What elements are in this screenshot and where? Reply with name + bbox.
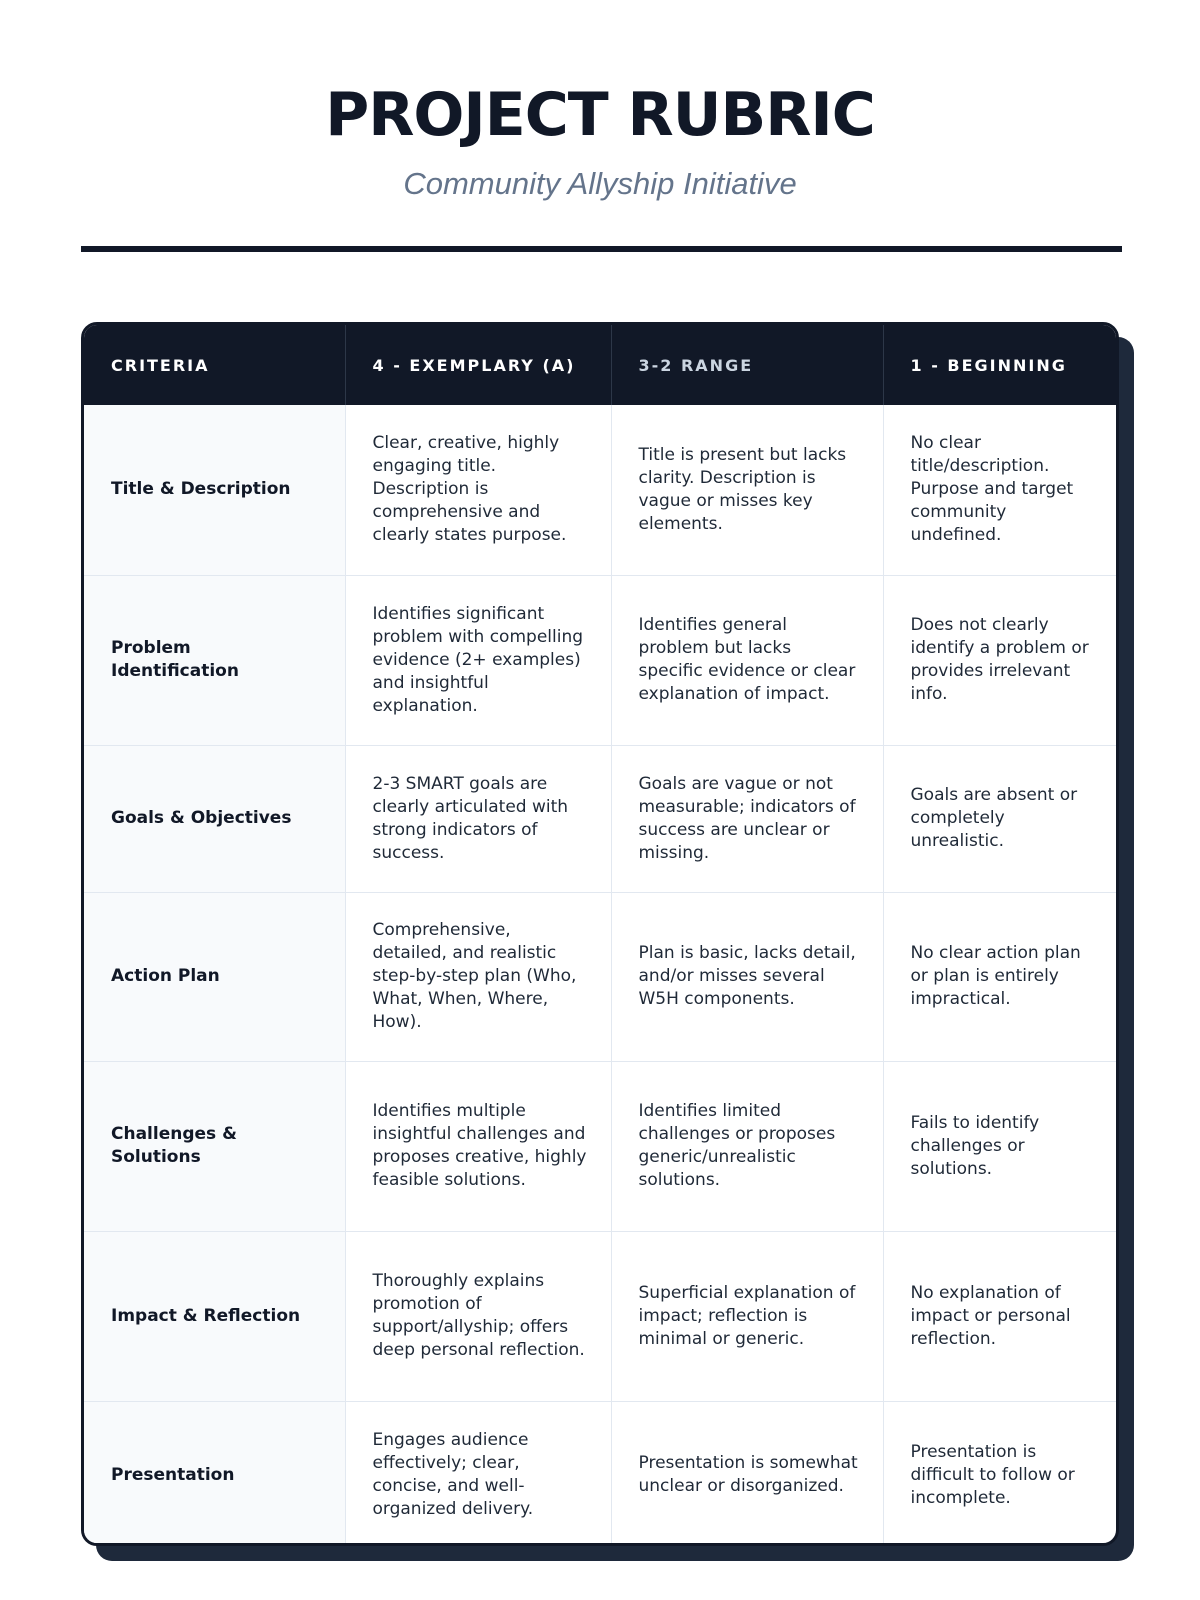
range-cell: Title is present but lacks clarity. Description is vague or misses key elements.	[611, 405, 883, 575]
table-row	[84, 405, 1116, 575]
criteria-cell: Impact & Reflection	[84, 1231, 345, 1401]
range-cell: Presentation is somewhat unclear or disorganized.	[611, 1401, 883, 1546]
table-header	[84, 325, 1116, 405]
beginning-cell: Does not clearly identify a problem or provides irrelevant info.	[883, 575, 1116, 745]
table-row	[84, 892, 1116, 1061]
range-cell: Plan is basic, lacks detail, and/or misses several W5H components.	[611, 892, 883, 1061]
criteria-cell: Action Plan	[84, 892, 345, 1061]
column-header-criteria: CRITERIA	[84, 325, 345, 405]
table-row	[84, 1401, 1116, 1546]
beginning-cell: No clear title/description. Purpose and target community undefined.	[883, 405, 1116, 575]
page-title: PROJECT RUBRIC	[325, 80, 875, 150]
table-body	[84, 405, 1116, 1546]
table-row	[84, 745, 1116, 892]
beginning-cell: No explanation of impact or personal reflection.	[883, 1231, 1116, 1401]
range-cell: Identifies limited challenges or proposes generic/unrealistic solutions.	[611, 1061, 883, 1231]
criteria-cell: Presentation	[84, 1401, 345, 1546]
range-cell: Superficial explanation of impact; reflection is minimal or generic.	[611, 1231, 883, 1401]
column-header-exemplary: 4 - EXEMPLARY (A)	[345, 325, 611, 405]
beginning-cell: Goals are absent or completely unrealistic.	[883, 745, 1116, 892]
exemplary-cell: Identifies multiple insightful challenges and proposes creative, highly feasible solutions.	[345, 1061, 611, 1231]
exemplary-cell: Comprehensive, detailed, and realistic step-by-step plan (Who, What, When, Where, How).	[345, 892, 611, 1061]
table-row	[84, 1231, 1116, 1401]
beginning-cell: Fails to identify challenges or solutions.	[883, 1061, 1116, 1231]
column-header-beginning: 1 - BEGINNING	[883, 325, 1116, 405]
beginning-cell: No clear action plan or plan is entirely impractical.	[883, 892, 1116, 1061]
rubric-table	[84, 325, 1116, 1546]
rubric-table-container	[81, 322, 1119, 1546]
header-divider	[81, 246, 1122, 252]
criteria-cell: Goals & Objectives	[84, 745, 345, 892]
criteria-cell: Problem Identification	[84, 575, 345, 745]
criteria-cell: Challenges & Solutions	[84, 1061, 345, 1231]
exemplary-cell: Thoroughly explains promotion of support/allyship; offers deep personal reflection.	[345, 1231, 611, 1401]
exemplary-cell: Clear, creative, highly engaging title. Description is comprehensive and clearly states purpose.	[345, 405, 611, 575]
range-cell: Goals are vague or not measurable; indicators of success are unclear or missing.	[611, 745, 883, 892]
criteria-cell: Title & Description	[84, 405, 345, 575]
range-cell: Identifies general problem but lacks specific evidence or clear explanation of impact.	[611, 575, 883, 745]
table-row	[84, 575, 1116, 745]
beginning-cell: Presentation is difficult to follow or incomplete.	[910, 1441, 1075, 1508]
column-header-range: 3-2 RANGE	[611, 325, 883, 405]
exemplary-cell: Engages audience effectively; clear, concise, and well-organized delivery.	[345, 1401, 611, 1546]
exemplary-cell: Identifies significant problem with compelling evidence (2+ examples) and insightful explanation.	[345, 575, 611, 745]
table-row	[84, 1061, 1116, 1231]
page-subtitle: Community Allyship Initiative	[403, 166, 797, 201]
header-row	[84, 325, 1116, 405]
exemplary-cell: 2-3 SMART goals are clearly articulated with strong indicators of success.	[345, 745, 611, 892]
